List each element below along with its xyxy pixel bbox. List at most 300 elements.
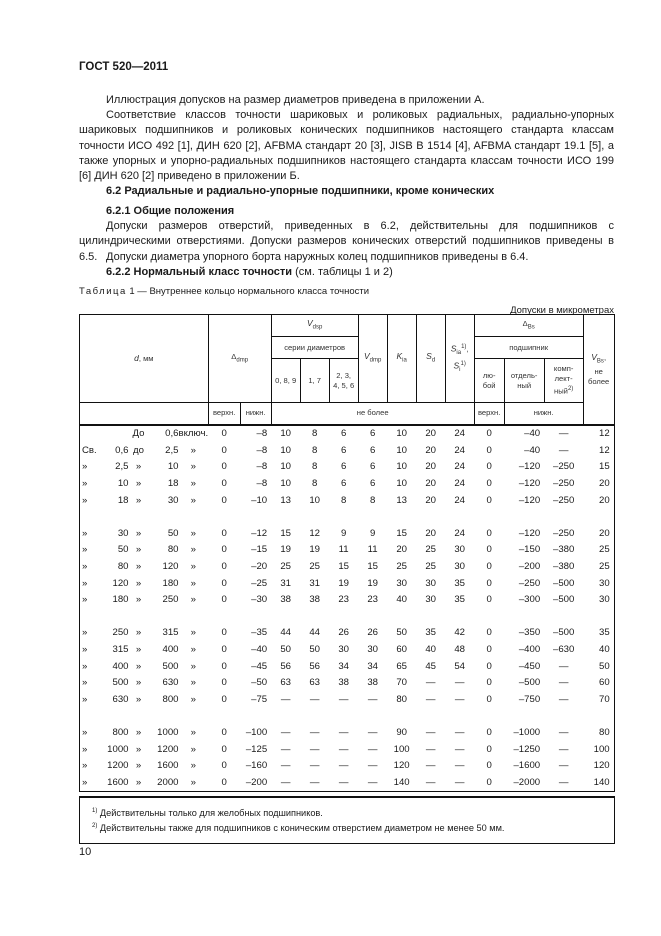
table-cell: 12 bbox=[309, 527, 320, 539]
paragraph-flange-tolerances: Допуски диаметра упорного борта наружных колец подшипников приведены в 6.4. bbox=[106, 251, 529, 263]
table-cell: 31 bbox=[280, 577, 291, 589]
table-cell: — bbox=[280, 726, 291, 738]
table-cell: 1600 bbox=[157, 760, 179, 772]
table-footnotes bbox=[79, 796, 615, 844]
table-cell: » bbox=[190, 577, 196, 589]
table-cell: –400 bbox=[518, 644, 541, 656]
header-series-089: 0, 8, 9 bbox=[271, 359, 300, 403]
table-cell: » bbox=[190, 478, 196, 490]
table-cell: До bbox=[129, 425, 149, 443]
table-cell: 120 bbox=[583, 757, 614, 774]
table-cell: 44 bbox=[280, 627, 291, 639]
row-group-spacer bbox=[80, 708, 615, 725]
header-delta-dmp: $\Delta_{dmp}$ bbox=[208, 315, 271, 403]
table-cell: 0 bbox=[474, 774, 504, 791]
table-row bbox=[80, 774, 615, 791]
table-cell: 315 bbox=[162, 627, 179, 639]
table-cell: 30 bbox=[167, 494, 179, 506]
table-cell: » bbox=[135, 660, 142, 672]
table-cell: 80 bbox=[167, 544, 179, 556]
table-cell: — bbox=[454, 693, 465, 705]
table-cell: –120 bbox=[518, 494, 541, 506]
table-cell: –40 bbox=[251, 644, 268, 656]
table-cell: 26 bbox=[338, 627, 349, 639]
table-cell: –250 bbox=[518, 577, 541, 589]
table-cell: 10 bbox=[396, 478, 407, 490]
table-cell: 8 bbox=[300, 425, 329, 443]
row-group-spacer bbox=[80, 508, 615, 525]
table-cell: 9 bbox=[340, 527, 347, 539]
table-cell: 25 bbox=[583, 542, 614, 559]
table-cell: –250 bbox=[552, 494, 575, 506]
table-cell: –8 bbox=[256, 478, 268, 490]
table-cell: 1000 bbox=[157, 726, 179, 738]
table-cell: — bbox=[309, 693, 320, 705]
table-cell: 8 bbox=[311, 461, 318, 473]
table-cell: — bbox=[358, 774, 387, 791]
table-cell: 8 bbox=[311, 478, 318, 490]
table-cell: 6 bbox=[340, 478, 347, 490]
table-cell: –35 bbox=[251, 627, 268, 639]
header-complete: комп- лект- ный$^{2)}$ bbox=[544, 359, 583, 403]
table-cell: 0 bbox=[486, 693, 492, 705]
table-cell: 2000 bbox=[149, 774, 179, 791]
table-cell: — bbox=[271, 774, 300, 791]
table-cell: » bbox=[80, 492, 101, 509]
header-vdsp: $V_{dsp}$ bbox=[271, 315, 358, 337]
table-cell: » bbox=[80, 475, 101, 492]
section-heading-6-2-1: 6.2.1 Общие положения bbox=[106, 205, 235, 217]
table-cell: » bbox=[135, 478, 142, 490]
table-cell: 35 bbox=[454, 577, 465, 589]
table-cell: » bbox=[80, 625, 101, 642]
table-cell: 10 bbox=[271, 425, 300, 443]
table-cell: — bbox=[558, 726, 569, 738]
table-cell: 120 bbox=[162, 561, 179, 573]
header-series-23456: 2, 3, 4, 5, 6 bbox=[329, 359, 358, 403]
table-cell: 50 bbox=[583, 658, 614, 675]
table-cell: 0 bbox=[486, 561, 492, 573]
table-cell: 0 bbox=[486, 478, 492, 490]
table-cell: 0 bbox=[221, 760, 227, 772]
table-cell: — bbox=[367, 743, 378, 755]
table-cell: » bbox=[80, 724, 101, 741]
table-cell: 0,6 bbox=[149, 425, 179, 443]
table-cell: 25 bbox=[425, 544, 436, 556]
table-cell: –120 bbox=[518, 461, 541, 473]
table-cell: » bbox=[135, 577, 142, 589]
section-heading-6-2: 6.2 Радиальные и радиально-упорные подшипники, кроме конических bbox=[106, 185, 495, 197]
table-cell: 10 bbox=[396, 444, 407, 456]
table-cell: 35 bbox=[583, 625, 614, 642]
table-cell: 800 bbox=[112, 726, 129, 738]
table-cell: — bbox=[558, 677, 569, 689]
table-cell: 13 bbox=[396, 494, 407, 506]
table-cell: –300 bbox=[518, 594, 541, 606]
table-cell: 25 bbox=[425, 561, 436, 573]
table-cell: –50 bbox=[251, 677, 268, 689]
table-cell: » bbox=[135, 726, 142, 738]
table-cell: 0 bbox=[486, 444, 492, 456]
table-cell: 9 bbox=[369, 527, 376, 539]
table-cell: — bbox=[425, 760, 436, 772]
table-cell: » bbox=[190, 527, 196, 539]
table-cell: –500 bbox=[518, 677, 541, 689]
table-cell: 45 bbox=[425, 660, 436, 672]
row-group-spacer bbox=[80, 608, 615, 625]
table-cell: –750 bbox=[518, 693, 541, 705]
table-row bbox=[80, 591, 615, 608]
table-row bbox=[80, 459, 615, 476]
table-cell: — bbox=[454, 760, 465, 772]
table-cell: » bbox=[190, 644, 196, 656]
table-cell: 20 bbox=[425, 444, 436, 456]
table-cell: 54 bbox=[454, 660, 465, 672]
table-cell: 20 bbox=[583, 475, 614, 492]
table-cell: 23 bbox=[367, 594, 378, 606]
table-cell: — bbox=[338, 743, 349, 755]
header-bearing: подшипник bbox=[474, 337, 583, 359]
table-cell: –25 bbox=[251, 577, 268, 589]
table-cell: » bbox=[135, 461, 142, 473]
table-cell: 44 bbox=[309, 627, 320, 639]
table-cell: 24 bbox=[454, 478, 465, 490]
table-cell: 10 bbox=[387, 425, 416, 443]
table-cell: –250 bbox=[552, 478, 575, 490]
table-cell: » bbox=[190, 760, 196, 772]
table-cell: 0 bbox=[221, 594, 227, 606]
table-cell: » bbox=[190, 594, 196, 606]
table-cell: 24 bbox=[454, 527, 465, 539]
table-cell: 20 bbox=[425, 494, 436, 506]
header-series-17: 1, 7 bbox=[300, 359, 329, 403]
table-cell: — bbox=[309, 760, 320, 772]
table-cell: 0 bbox=[221, 726, 227, 738]
table-cell: » bbox=[135, 644, 142, 656]
table-cell: 65 bbox=[396, 660, 407, 672]
table-cell: –500 bbox=[552, 577, 575, 589]
table-cell: 15 bbox=[396, 527, 407, 539]
table-cell: 140 bbox=[387, 774, 416, 791]
table-cell: 35 bbox=[454, 594, 465, 606]
table-cell: 30 bbox=[117, 527, 129, 539]
table-cell: 0 bbox=[486, 527, 492, 539]
section-heading-6-2-2 bbox=[79, 265, 614, 280]
table-cell: 0,6 bbox=[115, 444, 129, 456]
table-cell: 19 bbox=[367, 577, 378, 589]
table-cell: » bbox=[135, 494, 142, 506]
table-cell: — bbox=[367, 726, 378, 738]
table-cell: 24 bbox=[445, 425, 474, 443]
table-row bbox=[80, 674, 615, 691]
table-cell: 1200 bbox=[107, 760, 129, 772]
table-cell: — bbox=[338, 760, 349, 772]
table-cell: 400 bbox=[162, 644, 179, 656]
table-cell: 1200 bbox=[157, 743, 179, 755]
table-cell: 0 bbox=[221, 544, 227, 556]
table-cell: 0 bbox=[221, 644, 227, 656]
table-cell: — bbox=[425, 677, 436, 689]
table-cell: 2,5 bbox=[165, 444, 179, 456]
table-cell: — bbox=[416, 774, 445, 791]
table-cell: 10 bbox=[280, 478, 291, 490]
table-cell: 2,5 bbox=[115, 461, 129, 473]
table-cell: 0 bbox=[486, 760, 492, 772]
table-cell: –20 bbox=[251, 561, 268, 573]
heading-bold-part: 6.2.2 Нормальный класс точности bbox=[106, 266, 293, 278]
table-cell: 315 bbox=[112, 644, 129, 656]
table-cell: — bbox=[367, 760, 378, 772]
table-cell: 80 bbox=[583, 724, 614, 741]
table-cell: — bbox=[558, 743, 569, 755]
table-cell: 140 bbox=[583, 774, 614, 791]
table-cell: 0 bbox=[221, 660, 227, 672]
table-cell: –12 bbox=[251, 527, 268, 539]
table-cell: » bbox=[80, 542, 101, 559]
table-row bbox=[80, 641, 615, 658]
table-cell: 60 bbox=[396, 644, 407, 656]
table-cell: 180 bbox=[112, 594, 129, 606]
table-cell: — bbox=[544, 774, 583, 791]
table-cell: 1000 bbox=[107, 743, 129, 755]
table-cell: –630 bbox=[552, 644, 575, 656]
table-cell: » bbox=[135, 594, 142, 606]
table-cell: 38 bbox=[338, 677, 349, 689]
table-cell: 20 bbox=[425, 461, 436, 473]
table-cell: 0 bbox=[208, 774, 240, 791]
table-cell: — bbox=[558, 693, 569, 705]
table-cell: 6 bbox=[329, 425, 358, 443]
table-cell: 10 bbox=[280, 444, 291, 456]
table-cell: » bbox=[190, 561, 196, 573]
table-cell: 800 bbox=[162, 693, 179, 705]
table-cell: 0 bbox=[486, 677, 492, 689]
table-cell: » bbox=[135, 544, 142, 556]
table-cell: Св. bbox=[80, 442, 101, 459]
table-cell: 500 bbox=[112, 677, 129, 689]
table-cell: 11 bbox=[367, 544, 378, 556]
table-cell: 24 bbox=[454, 444, 465, 456]
table-cell: 26 bbox=[367, 627, 378, 639]
table-cell: –100 bbox=[245, 726, 268, 738]
table-cell: » bbox=[80, 757, 101, 774]
table-cell: 6 bbox=[358, 425, 387, 443]
table-cell: » bbox=[190, 544, 196, 556]
table-cell: » bbox=[80, 558, 101, 575]
table-cell: — bbox=[338, 726, 349, 738]
header-sia-si: $S_{ia}^{1)}$, $S_i^{1)}$ bbox=[445, 315, 474, 403]
table-cell: 0 bbox=[221, 444, 227, 456]
page-number: 10 bbox=[79, 846, 92, 858]
table-cell: 23 bbox=[338, 594, 349, 606]
table-cell: » bbox=[135, 693, 142, 705]
table-cell: 80 bbox=[396, 693, 407, 705]
header-kia: $K_{ia}$ bbox=[387, 315, 416, 403]
table-cell: 0 bbox=[221, 461, 227, 473]
paragraph-illustration: Иллюстрация допусков на размер диаметров приведена в приложении А. bbox=[106, 94, 485, 106]
table-cell: — bbox=[329, 774, 358, 791]
table-cell: — bbox=[454, 743, 465, 755]
table-cell: 0 bbox=[221, 561, 227, 573]
document-code-header: ГОСТ 520—2011 bbox=[79, 61, 169, 73]
table-cell: 48 bbox=[454, 644, 465, 656]
table-cell: –1250 bbox=[513, 743, 541, 755]
table-cell: 630 bbox=[162, 677, 179, 689]
table-cell: 0 bbox=[474, 425, 504, 443]
table-cell: — bbox=[425, 726, 436, 738]
table-cell: –160 bbox=[245, 760, 268, 772]
footnote-1: $^{1)}$ Действительны только для желобных подшипников. bbox=[92, 808, 323, 819]
table-cell: 30 bbox=[454, 561, 465, 573]
header-upper-bs: верхн. bbox=[474, 403, 504, 425]
table-cell: 0 bbox=[486, 644, 492, 656]
table-cell: » bbox=[190, 627, 196, 639]
table-cell: включ. bbox=[179, 425, 209, 443]
table-cell: –500 bbox=[552, 627, 575, 639]
footnote-2: $^{2)}$ Действительны также для подшипников с коническим отверстием диаметром не менее 50 мм. bbox=[92, 823, 505, 834]
table-cell: –125 bbox=[245, 743, 268, 755]
table-row bbox=[80, 625, 615, 642]
table-cell: 0 bbox=[221, 677, 227, 689]
table-cell: 56 bbox=[280, 660, 291, 672]
table-cell: » bbox=[80, 641, 101, 658]
table-cell: — bbox=[558, 660, 569, 672]
header-upper: верхн. bbox=[208, 403, 240, 425]
table-cell: — bbox=[300, 774, 329, 791]
table-cell: 8 bbox=[311, 444, 318, 456]
table-cell: –1000 bbox=[513, 726, 541, 738]
header-sd: $S_d$ bbox=[416, 315, 445, 403]
table-cell: » bbox=[190, 677, 196, 689]
table-cell: — bbox=[454, 677, 465, 689]
table-cell: » bbox=[135, 743, 142, 755]
table-cell: 63 bbox=[309, 677, 320, 689]
table-cell: –380 bbox=[552, 561, 575, 573]
table-cell: 12 bbox=[583, 442, 614, 459]
table-cell: » bbox=[80, 658, 101, 675]
header-delta-bs: $\Delta_{Bs}$ bbox=[474, 315, 583, 337]
table-cell: » bbox=[80, 674, 101, 691]
table-cell: » bbox=[190, 693, 196, 705]
caption-title: 1 — Внутреннее кольцо нормального класса точности bbox=[126, 286, 370, 297]
table-cell: 250 bbox=[162, 594, 179, 606]
heading-reference-part: (см. таблицы 1 и 2) bbox=[292, 266, 393, 278]
header-max: не более bbox=[271, 403, 474, 425]
table-row bbox=[80, 542, 615, 559]
table-cell: 40 bbox=[396, 594, 407, 606]
paragraph-class-correspondence: Соответствие классов точности шариковых и роликовых радиальных, радиально-упорных шариковых подшипников и роликовых конических подшипников настоящего стандарта классам точности ИСО 492 [1], ДИН 620 [2], AFBMA стандарт 20 [3], JISB B 1514 [4], AFBMA стандарт 19.1 [5], а также упорных и упорно-радиальных подшипников настоящего стандарта классам точности ИСО 199 [6] ДИН 620 [2] приведено в приложении Б. bbox=[79, 109, 614, 183]
table-cell: 70 bbox=[396, 677, 407, 689]
table-cell: — bbox=[309, 743, 320, 755]
table-cell: 20 bbox=[583, 525, 614, 542]
table-cell: 0 bbox=[221, 693, 227, 705]
table-caption bbox=[79, 286, 369, 297]
table-cell: 63 bbox=[280, 677, 291, 689]
table-row bbox=[80, 658, 615, 675]
table-cell: –250 bbox=[552, 461, 575, 473]
table-cell: 0 bbox=[486, 627, 492, 639]
table-cell: 50 bbox=[167, 527, 179, 539]
table-cell: 50 bbox=[396, 627, 407, 639]
table-cell: — bbox=[280, 693, 291, 705]
table-cell: 30 bbox=[425, 577, 436, 589]
table-cell: 38 bbox=[309, 594, 320, 606]
table-cell: 34 bbox=[338, 660, 349, 672]
table-cell: 30 bbox=[367, 644, 378, 656]
table-cell: 56 bbox=[309, 660, 320, 672]
table-cell: –8 bbox=[240, 425, 271, 443]
caption-label: Таблица bbox=[79, 286, 127, 297]
table-cell: — bbox=[558, 760, 569, 772]
table-cell: 6 bbox=[369, 478, 376, 490]
table-cell: » bbox=[80, 741, 101, 758]
table-cell: 10 bbox=[396, 461, 407, 473]
table-cell: 30 bbox=[396, 577, 407, 589]
table-cell: 12 bbox=[583, 425, 614, 443]
table-cell: 500 bbox=[162, 660, 179, 672]
table-cell: –500 bbox=[552, 594, 575, 606]
table-cell: 38 bbox=[280, 594, 291, 606]
table-cell: 0 bbox=[221, 494, 227, 506]
table-cell: 15 bbox=[338, 561, 349, 573]
table-cell: » bbox=[80, 691, 101, 708]
table-cell: 1600 bbox=[101, 774, 129, 791]
table-cell: 0 bbox=[221, 743, 227, 755]
table-cell: 0 bbox=[486, 461, 492, 473]
table-cell: 20 bbox=[425, 478, 436, 490]
table-cell: –2000 bbox=[504, 774, 544, 791]
table-cell: –15 bbox=[251, 544, 268, 556]
table-cell: — bbox=[544, 425, 583, 443]
table-cell: — bbox=[338, 693, 349, 705]
table-cell: 20 bbox=[425, 527, 436, 539]
table-cell: » bbox=[190, 743, 196, 755]
table-cell: 10 bbox=[167, 461, 179, 473]
table-cell: 40 bbox=[583, 641, 614, 658]
table-cell: –120 bbox=[518, 527, 541, 539]
table-cell: 25 bbox=[396, 561, 407, 573]
header-diameter-series: серии диаметров bbox=[271, 337, 358, 359]
table-cell: –40 bbox=[524, 444, 541, 456]
table-cell: 30 bbox=[583, 575, 614, 592]
table-cell: –75 bbox=[251, 693, 268, 705]
table-cell: 11 bbox=[338, 544, 349, 556]
table-cell: » bbox=[179, 774, 209, 791]
table-cell: 15 bbox=[583, 459, 614, 476]
table-cell: » bbox=[80, 575, 101, 592]
table-cell: 10 bbox=[280, 461, 291, 473]
table-cell: 0 bbox=[486, 544, 492, 556]
table-cell: 30 bbox=[454, 544, 465, 556]
table-cell bbox=[101, 425, 129, 443]
table-cell: 20 bbox=[416, 425, 445, 443]
table-cell: 30 bbox=[425, 594, 436, 606]
table-cell: — bbox=[280, 760, 291, 772]
table-cell: –200 bbox=[240, 774, 271, 791]
table-cell: 13 bbox=[280, 494, 291, 506]
table-row bbox=[80, 741, 615, 758]
header-any: лю- бой bbox=[474, 359, 504, 403]
table-cell: 20 bbox=[396, 544, 407, 556]
table-cell: » bbox=[190, 444, 196, 456]
table-cell: 0 bbox=[221, 577, 227, 589]
table-cell: » bbox=[190, 494, 196, 506]
table-cell: 25 bbox=[583, 558, 614, 575]
table-cell: 25 bbox=[309, 561, 320, 573]
table-cell: –450 bbox=[518, 660, 541, 672]
table-cell: 0 bbox=[486, 594, 492, 606]
header-lower-bs: нижн. bbox=[504, 403, 583, 425]
